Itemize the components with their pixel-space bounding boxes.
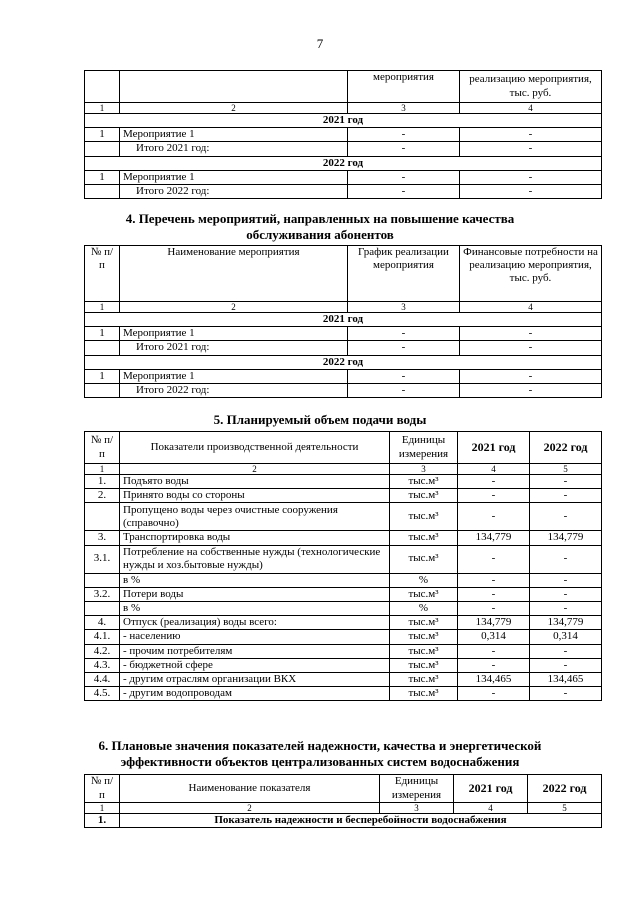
cell-n: 4.2.	[85, 644, 120, 658]
cell-u: %	[390, 573, 458, 587]
cell-a: -	[458, 658, 530, 672]
col-index: 3	[380, 803, 454, 814]
table-row	[85, 687, 602, 701]
table-row	[85, 587, 602, 601]
cell-u: %	[390, 601, 458, 615]
cell-name: - бюджетной сфере	[120, 658, 390, 672]
cell-n: 2.	[85, 489, 120, 503]
cell-u: тыс.м³	[390, 616, 458, 630]
cell-u: тыс.м³	[390, 658, 458, 672]
table-row	[85, 658, 602, 672]
cell-n: 3.1.	[85, 545, 120, 573]
cell-b: 134,779	[530, 531, 602, 545]
col-index: 4	[460, 103, 602, 114]
col-index: 5	[528, 803, 602, 814]
table-row: Итого 2021 год: - -	[85, 142, 602, 156]
cell-u: тыс.м³	[390, 531, 458, 545]
col-index: 2	[120, 103, 348, 114]
cell-a: -	[458, 475, 530, 489]
cell-a: 134,465	[458, 672, 530, 686]
header-indicator: Показатели производственной деятельности	[120, 432, 390, 464]
cell-name: - прочим потребителям	[120, 644, 390, 658]
page-number: 7	[316, 36, 324, 51]
cell-name: Транспортировка воды	[120, 531, 390, 545]
table-row	[85, 475, 602, 489]
header-unit: Единицы измерения	[380, 775, 454, 803]
cell-a: -	[458, 489, 530, 503]
cell-u: тыс.м³	[390, 587, 458, 601]
cell-name: в %	[120, 601, 390, 615]
year-row-2022: 2022 год	[85, 156, 602, 170]
cell-u: тыс.м³	[390, 475, 458, 489]
cell-name: - другим водопроводам	[120, 687, 390, 701]
table-row	[85, 503, 602, 531]
cell-a: -	[458, 587, 530, 601]
cell-u: тыс.м³	[390, 545, 458, 573]
col-index: 4	[454, 803, 528, 814]
year-row-2021: 2021 год	[85, 114, 602, 128]
table-row	[85, 545, 602, 573]
cell-name: Потери воды	[120, 587, 390, 601]
cell-n: 4.3.	[85, 658, 120, 672]
table-row	[85, 489, 602, 503]
col-index: 1	[85, 302, 120, 313]
cell-name: Пропущено воды через очистные сооружения (справочно)	[120, 503, 390, 531]
cell-a: 134,779	[458, 531, 530, 545]
header-number: № п/п	[85, 775, 120, 803]
col-index: 3	[348, 302, 460, 313]
header-number: № п/п	[85, 432, 120, 464]
cell-b: 0,314	[530, 630, 602, 644]
table-row: 1. Показатель надежности и бесперебойности водоснабжения	[85, 814, 602, 828]
table-row	[85, 531, 602, 545]
cell-name: - населению	[120, 630, 390, 644]
cell-n: 1.	[85, 475, 120, 489]
header-number: № п/п	[85, 246, 120, 302]
cell-u: тыс.м³	[390, 503, 458, 531]
cell-n: 4.4.	[85, 672, 120, 686]
header-2022: 2022 год	[528, 775, 602, 803]
cell-a: 134,779	[458, 616, 530, 630]
cell-b: -	[530, 658, 602, 672]
cell-u: тыс.м³	[390, 630, 458, 644]
water-volume-rows	[85, 475, 602, 701]
table-row: Итого 2021 год: - -	[85, 341, 602, 355]
col-index: 2	[120, 464, 390, 475]
table-row	[85, 601, 602, 615]
cell-name: в %	[120, 573, 390, 587]
header-unit: Единицы измерения	[390, 432, 458, 464]
cell-a: -	[458, 687, 530, 701]
header-finance: Финансовые потребности на реализацию мероприятия, тыс. руб.	[460, 246, 602, 302]
cell-b: -	[530, 503, 602, 531]
year-row-2021: 2021 год	[85, 313, 602, 327]
table-row: Итого 2022 год: - -	[85, 184, 602, 198]
col-index: 2	[120, 302, 348, 313]
cell-name: Подъято воды	[120, 475, 390, 489]
year-row-2022: 2022 год	[85, 355, 602, 369]
cell-a: -	[458, 644, 530, 658]
cell-b: -	[530, 687, 602, 701]
cell-name: - другим отраслям организации ВКХ	[120, 672, 390, 686]
header-schedule: мероприятия	[348, 71, 460, 103]
col-index: 1	[85, 103, 120, 114]
cell-a: -	[458, 545, 530, 573]
table-row	[85, 616, 602, 630]
header-2021: 2021 год	[458, 432, 530, 464]
cell-n	[85, 601, 120, 615]
cell-b: -	[530, 489, 602, 503]
table-row	[85, 644, 602, 658]
col-index: 1	[85, 803, 120, 814]
col-index: 2	[120, 803, 380, 814]
section-5-title: 5. Планируемый объем подачи воды	[213, 412, 427, 427]
col-index: 4	[458, 464, 530, 475]
cell-b: -	[530, 601, 602, 615]
cell-b: -	[530, 475, 602, 489]
col-index: 3	[390, 464, 458, 475]
table-reliability-indicators	[84, 774, 602, 828]
cell-a: -	[458, 573, 530, 587]
col-index: 5	[530, 464, 602, 475]
cell-a: -	[458, 601, 530, 615]
col-index: 3	[348, 103, 460, 114]
cell-n	[85, 573, 120, 587]
header-schedule: График реализации мероприятия	[348, 246, 460, 302]
col-index: 1	[85, 464, 120, 475]
cell-b: -	[530, 573, 602, 587]
cell-n: 4.	[85, 616, 120, 630]
table-row	[85, 573, 602, 587]
cell-b: -	[530, 545, 602, 573]
cell-n: 4.1.	[85, 630, 120, 644]
cell-b: 134,779	[530, 616, 602, 630]
cell-u: тыс.м³	[390, 644, 458, 658]
section-6-title: 6. Плановые значения показателей надежности, качества и энергетической эффективности объектов централизованных систем водоснабжения	[98, 738, 542, 769]
cell-n: 3.2.	[85, 587, 120, 601]
table-row: Итого 2022 год: - -	[85, 383, 602, 397]
header-2021: 2021 год	[454, 775, 528, 803]
cell-n	[85, 503, 120, 531]
header-finance: реализацию мероприятия, тыс. руб.	[460, 71, 602, 103]
table-row: 1 Мероприятие 1 - -	[85, 128, 602, 142]
cell-u: тыс.м³	[390, 672, 458, 686]
table-service-quality-measures	[84, 245, 602, 398]
table-row: 1 Мероприятие 1 - -	[85, 369, 602, 383]
cell-b: 134,465	[530, 672, 602, 686]
cell-b: -	[530, 644, 602, 658]
header-name: Наименование мероприятия	[120, 246, 348, 302]
cell-name: Отпуск (реализация) воды всего:	[120, 616, 390, 630]
cell-a: 0,314	[458, 630, 530, 644]
cell-n: 3.	[85, 531, 120, 545]
cell-b: -	[530, 587, 602, 601]
table-measures-continued	[84, 70, 602, 199]
cell-name: Принято воды со стороны	[120, 489, 390, 503]
col-index: 4	[460, 302, 602, 313]
cell-name: Потребление на собственные нужды (технологические нужды и хоз.бытовые нужды)	[120, 545, 390, 573]
cell-n: 4.5.	[85, 687, 120, 701]
table-row	[85, 630, 602, 644]
cell-a: -	[458, 503, 530, 531]
header-indicator-name: Наименование показателя	[120, 775, 380, 803]
cell-u: тыс.м³	[390, 489, 458, 503]
table-water-supply-volume	[84, 431, 602, 701]
table-row: 1 Мероприятие 1 - -	[85, 327, 602, 341]
header-2022: 2022 год	[530, 432, 602, 464]
section-4-title: 4. Перечень мероприятий, направленных на повышение качества обслуживания абонентов	[125, 211, 515, 242]
cell-u: тыс.м³	[390, 687, 458, 701]
table-row: 1 Мероприятие 1 - -	[85, 170, 602, 184]
table-row	[85, 672, 602, 686]
